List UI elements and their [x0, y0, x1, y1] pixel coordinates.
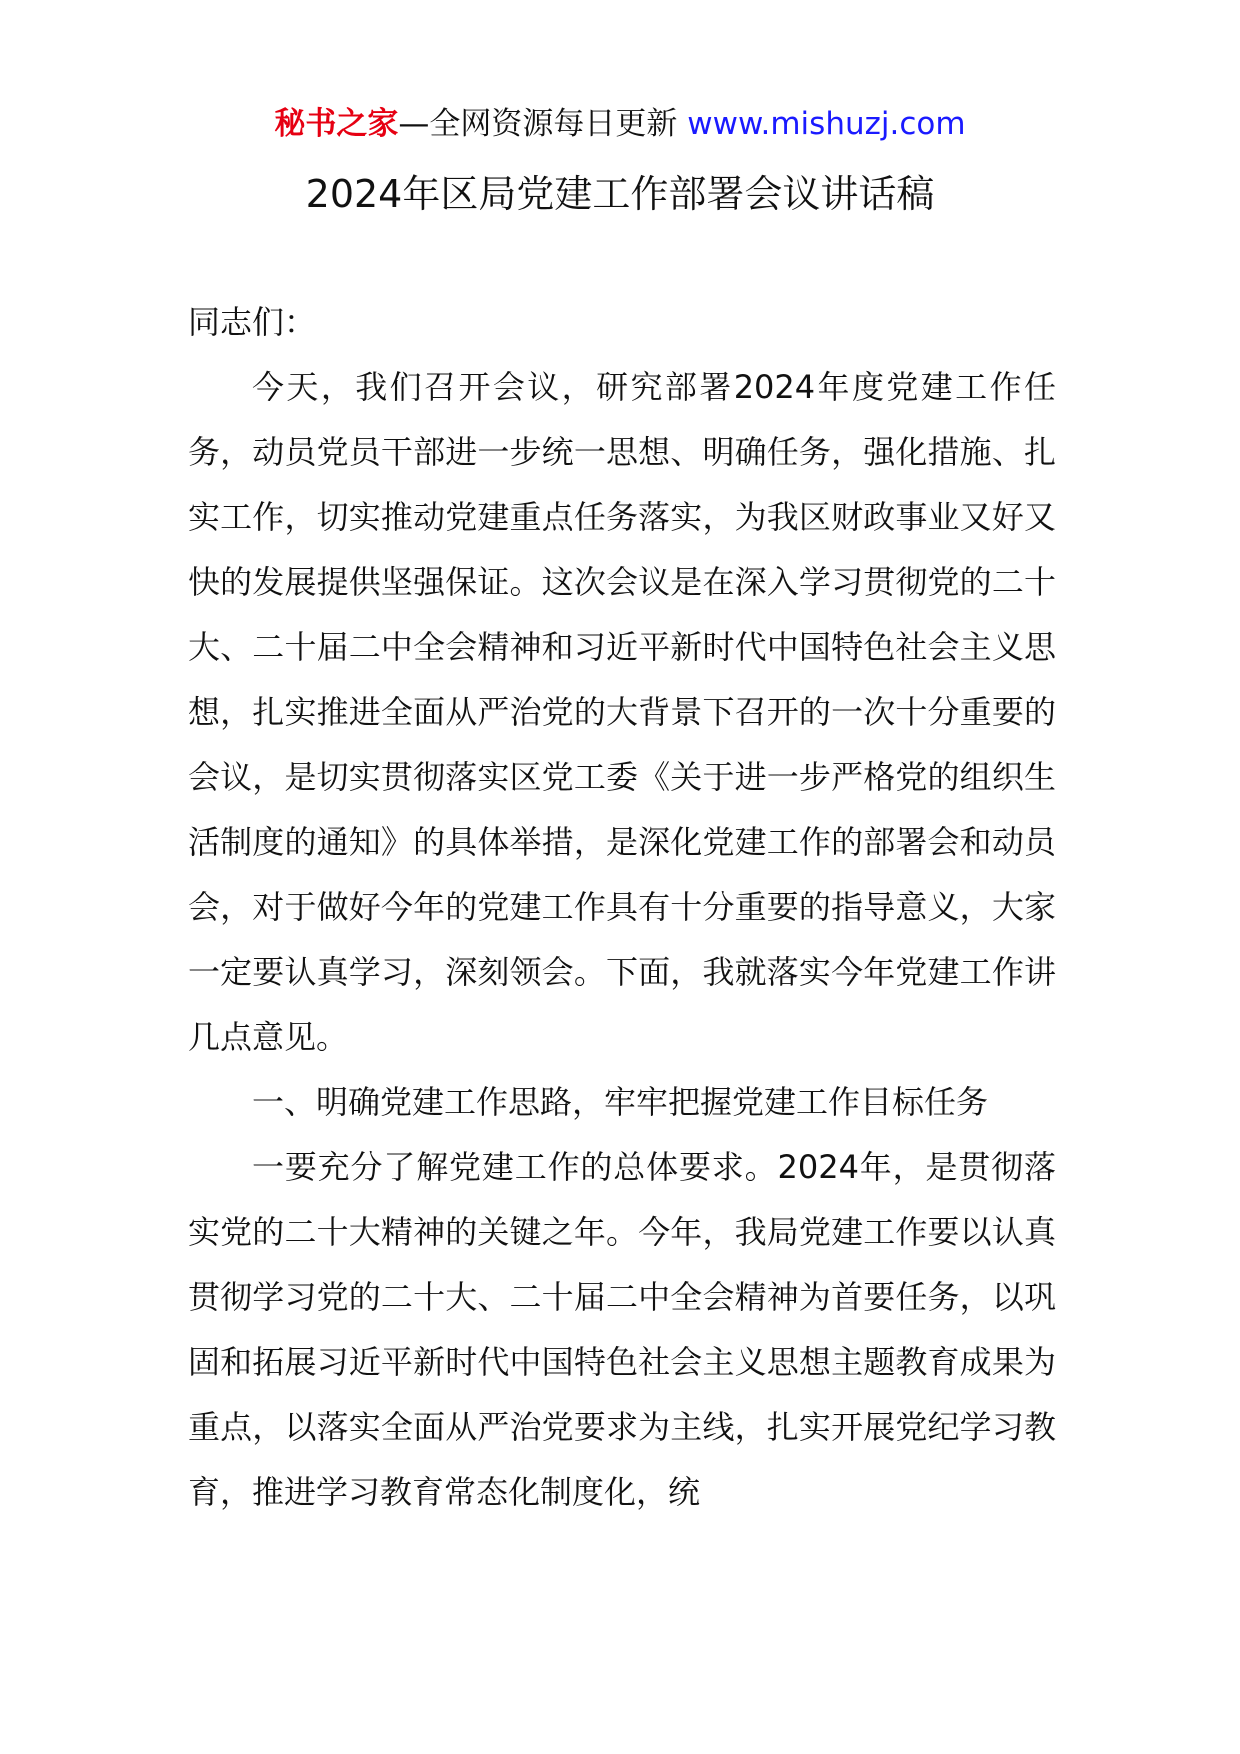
site-name: 秘书之家 [274, 106, 399, 142]
body-paragraph: 今天，我们召开会议，研究部署2024年度党建工作任务，动员党员干部进一步统一思想、明确任务，强化措施、扎实工作，切实推动党建重点任务落实，为我区财政事业又好又快的发展提供坚强保证。这次会议是在深入学习贯彻党的二十大、二十届二中全会精神和习近平新时代中国特色社会主义思想，扎实推进全面从严治党的大背景下召开的一次十分重要的会议，是切实贯彻落实区党工委《关于进一步严格党的组织生活制度的通知》的具体举措，是深化党建工作的部署会和动员会，对于做好今年的党建工作具有十分重要的指导意义，大家一定要认真学习，深刻领会。下面，我就落实今年党建工作讲几点意见。 [188, 368, 1056, 1056]
section-heading: 一、明确党建工作思路，牢牢把握党建工作目标任务 [252, 1083, 989, 1121]
document-title: 2024年区局党建工作部署会议讲话稿 [305, 172, 935, 216]
salutation: 同志们： [188, 303, 317, 341]
site-header [0, 100, 1240, 148]
section-paragraph: 一要充分了解党建工作的总体要求。2024年，是贯彻落实党的二十大精神的关键之年。今年，我局党建工作要以认真贯彻学习党的二十大、二十届二中全会精神为首要任务，以巩固和拓展习近平新时代中国特色社会主义思想主题教育成果为重点，以落实全面从严治党要求为主线，扎实开展党纪学习教育，推进学习教育常态化制度化，统 [188, 1148, 1056, 1511]
document-body [188, 290, 1056, 1525]
site-slogan: —全网资源每日更新 [398, 106, 688, 142]
site-url-link[interactable]: www.mishuzj.com [687, 106, 966, 142]
